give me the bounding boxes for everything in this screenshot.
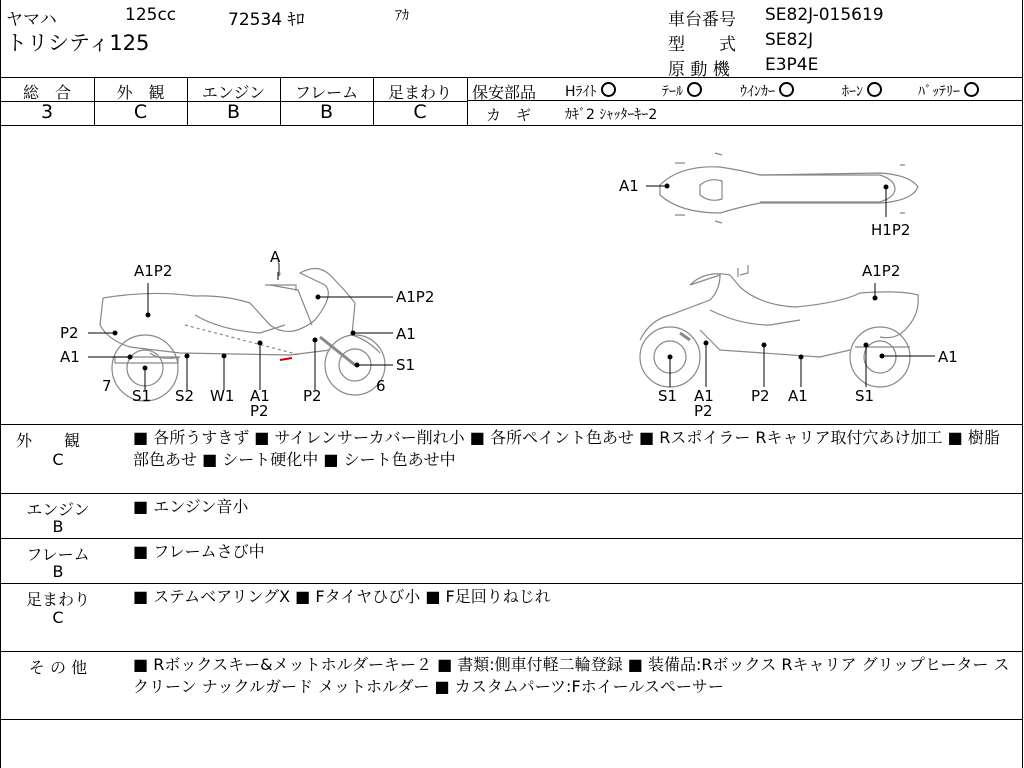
diagram-label: A1	[938, 348, 958, 366]
diagram-label: P2	[751, 387, 770, 405]
section-frame-title: フレーム	[26, 545, 90, 564]
ok-circle-icon	[867, 82, 882, 97]
safety-item-winker: ｳｲﾝｶｰ	[740, 81, 794, 101]
diagram-label: P2	[303, 387, 322, 405]
scooter-left-view	[100, 260, 385, 401]
safety-label: 保安部品	[472, 83, 537, 102]
diagram-label: A1	[60, 348, 80, 366]
section-other-title: そ の 他	[28, 658, 88, 677]
section-frame-text: ■ フレームさび中	[133, 542, 265, 561]
section-frame-grade: B	[52, 562, 64, 581]
diagram-label: A1P2	[396, 288, 435, 306]
safety-item-tail: ﾃｰﾙ	[662, 81, 702, 101]
ok-circle-icon	[964, 82, 979, 97]
diagram-label: A1P2	[134, 262, 173, 280]
diagram-label: H1P2	[871, 221, 911, 239]
safety-item-horn: ﾎｰﾝ	[842, 81, 882, 101]
section-engine-text: ■ エンジン音小	[133, 497, 249, 516]
suspension-value: C	[413, 101, 427, 123]
overall-value: 3	[40, 101, 54, 123]
section-exterior-grade: C	[52, 450, 64, 469]
diagram-label: S2	[175, 387, 195, 405]
type-value: SE82J	[765, 30, 814, 50]
displacement: 125cc	[125, 5, 177, 25]
diagram-label: P2	[60, 324, 79, 342]
diagram-label: P2	[694, 402, 713, 420]
section-exterior-text: ■ 各所うすきず ■ サイレンサーカバー削れ小 ■ 各所ペイント色あせ ■ Rスポイラー Rキャリア取付穴あけ加工 ■ 樹脂部色あせ ■ シート硬化中 ■ シート色あせ中	[133, 428, 1000, 469]
key-value: ｶｷﾞ2 ｼｬｯﾀｰｷｰ2	[565, 107, 658, 123]
diagram-label: A1	[788, 387, 808, 405]
type-label: 型 式	[668, 35, 736, 55]
section-suspension-text: ■ ステムベアリングX ■ Fタイヤひび小 ■ F足回りねじれ	[133, 587, 551, 606]
header-divider	[0, 77, 1023, 78]
engine-label: エンジン	[201, 83, 266, 102]
diagram-label: S1	[855, 387, 875, 405]
diagram-label: 7	[102, 377, 112, 395]
section-divider-1	[0, 493, 1023, 494]
section-engine-grade: B	[52, 517, 64, 536]
diagram-label: S1	[132, 387, 152, 405]
damage-mark	[280, 358, 292, 360]
frame-number-label: 車台番号	[668, 10, 736, 30]
ok-circle-icon	[779, 82, 794, 97]
suspension-label: 足まわり	[387, 83, 452, 102]
exterior-value: C	[133, 101, 148, 123]
section-other-text: ■ Rボックスキー&メットホルダーキー２ ■ 書類:側車付軽二輪登録 ■ 装備品:Rボックス Rキャリア グリップヒーター スクリーン ナックルガード メットホルダー ■ カスタムパーツ:Fホイールスペーサー	[133, 655, 1010, 696]
diagram-label: A1	[694, 387, 714, 405]
section-suspension-grade: C	[52, 608, 64, 627]
diagram-label: S1	[396, 356, 416, 374]
section-exterior-title: 外 観	[15, 431, 80, 450]
section-divider-4	[0, 651, 1023, 652]
engine-model-label: 原 動 機	[668, 60, 730, 80]
overall-label: 総 合	[22, 83, 71, 102]
engine-model-value: E3P4E	[765, 55, 819, 75]
color: ｱｶ	[395, 8, 409, 24]
section-divider-3	[0, 583, 1023, 584]
mileage: 72534 ｷﾛ	[228, 10, 305, 30]
frame-value: B	[319, 101, 334, 123]
engine-value: B	[226, 101, 241, 123]
diagram-label: P2	[250, 402, 269, 420]
diagram-label: 6	[376, 377, 386, 395]
maker: ヤマハ	[6, 10, 57, 30]
section-engine-title: エンジン	[26, 500, 90, 519]
ok-circle-icon	[687, 82, 702, 97]
safety-item-battery: ﾊﾞｯﾃﾘｰ	[918, 81, 979, 101]
diagram-label: A1	[619, 177, 639, 195]
grade-col-line-5	[467, 77, 468, 125]
safety-item-headlight: Hﾗｲﾄ	[565, 81, 616, 101]
exterior-label: 外 観	[116, 83, 165, 102]
diagram-label: S1	[658, 387, 678, 405]
diagram-label: A1P2	[862, 262, 901, 280]
key-label: カ ギ	[486, 106, 532, 124]
diagram-label: A1	[396, 325, 416, 343]
diagram-label: W1	[210, 387, 235, 405]
diagram-label: A	[270, 248, 281, 266]
scooter-top-view	[660, 153, 918, 223]
section-divider-2	[0, 538, 1023, 539]
section-suspension-title: 足まわり	[25, 590, 90, 609]
frame-number: SE82J-015619	[765, 5, 884, 25]
ok-circle-icon	[601, 82, 616, 97]
scooter-right-view	[640, 265, 918, 387]
diagram-label: A1	[250, 387, 270, 405]
frame-label: フレーム	[294, 83, 359, 102]
model-name: トリシティ125	[6, 31, 150, 55]
section-divider-5	[0, 719, 1023, 720]
